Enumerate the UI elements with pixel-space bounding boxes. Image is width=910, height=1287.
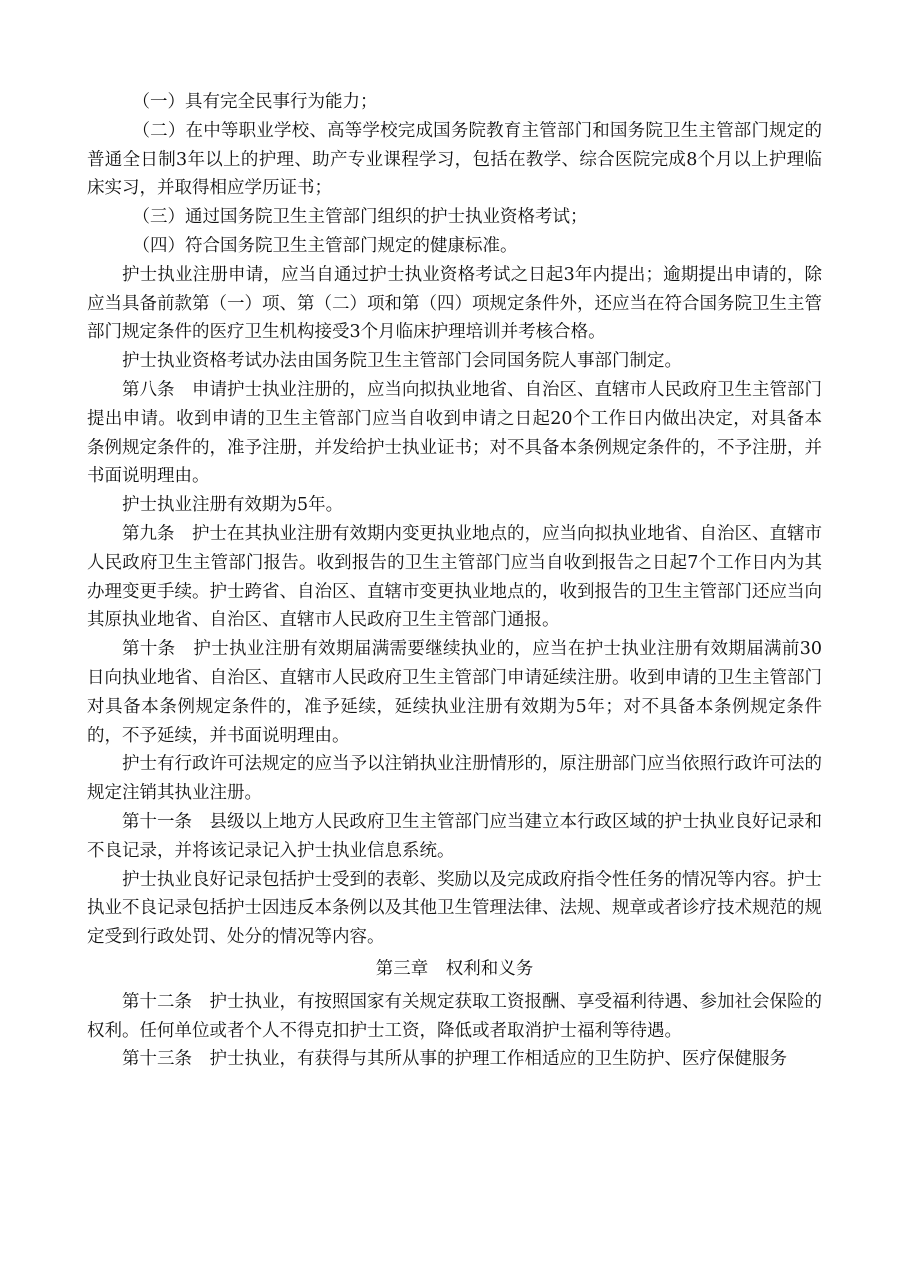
paragraph-cancellation: 护士有行政许可法规定的应当予以注销执业注册情形的，原注册部门应当依照行政许可法的规定注销其执业注册。: [87, 754, 822, 804]
paragraph-registration-deadline: 护士执业注册申请，应当自通过护士执业资格考试之日起3年内提出；逾期提出申请的，除应当具备前款第（一）项、第（二）项和第（四）项规定条件外，还应当在符合国务院卫生主管部门规定条件的医疗卫生机构接受3个月临床护理培训并考核合格。: [87, 264, 822, 343]
article-13: 第十三条 护士执业，有获得与其所从事的护理工作相适应的卫生防护、医疗保健服务: [122, 1049, 787, 1070]
paragraph-records: 护士执业良好记录包括护士受到的表彰、奖励以及完成政府指令性任务的情况等内容。护士执业不良记录包括护士因违反本条例以及其他卫生管理法律、法规、规章或者诊疗技术规范的规定受到行政处罚、处分的情况等内容。: [87, 869, 822, 948]
paragraph-exam-rules: 护士执业资格考试办法由国务院卫生主管部门会同国务院人事部门制定。: [122, 351, 682, 372]
document-page: [87, 88, 822, 1074]
article-11: 第十一条 县级以上地方人民政府卫生主管部门应当建立本行政区域的护士执业良好记录和不良记录，并将该记录记入护士执业信息系统。: [87, 811, 822, 861]
paragraph-validity-period: 护士执业注册有效期为5年。: [122, 495, 344, 516]
article-12: 第十二条 护士执业，有按照国家有关规定获取工资报酬、享受福利待遇、参加社会保险的权利。任何单位或者个人不得克扣护士工资，降低或者取消护士福利等待遇。: [87, 991, 822, 1041]
condition-item-2: （二）在中等职业学校、高等学校完成国务院教育主管部门和国务院卫生主管部门规定的普通全日制3年以上的护理、助产专业课程学习，包括在教学、综合医院完成8个月以上护理临床实习，并取得相应学历证书；: [87, 120, 822, 199]
article-8: 第八条 申请护士执业注册的，应当向拟执业地省、自治区、直辖市人民政府卫生主管部门提出申请。收到申请的卫生主管部门应当自收到申请之日起20个工作日内做出决定，对具备本条例规定条件的，准予注册，并发给护士执业证书；对不具备本条例规定条件的，不予注册，并书面说明理由。: [87, 379, 822, 487]
condition-item-1: （一）具有完全民事行为能力；: [132, 92, 378, 112]
chapter-heading: 第三章 权利和义务: [375, 958, 534, 979]
article-9: 第九条 护士在其执业注册有效期内变更执业地点的，应当向拟执业地省、自治区、直辖市人民政府卫生主管部门报告。收到报告的卫生主管部门应当自收到报告之日起7个工作日内为其办理变更手续。护士跨省、自治区、直辖市变更执业地点的，收到报告的卫生主管部门还应当向其原执业地省、自治区、直辖市人民政府卫生主管部门通报。: [87, 523, 822, 631]
article-10: 第十条 护士执业注册有效期届满需要继续执业的，应当在护士执业注册有效期届满前30日向执业地省、自治区、直辖市人民政府卫生主管部门申请延续注册。收到申请的卫生主管部门对具备本条例规定条件的，准予延续，延续执业注册有效期为5年；对不具备本条例规定条件的，不予延续，并书面说明理由。: [87, 639, 822, 746]
condition-item-4: （四）符合国务院卫生主管部门规定的健康标准。: [132, 235, 518, 256]
condition-item-3: （三）通过国务院卫生主管部门组织的护士执业资格考试；: [132, 207, 588, 228]
